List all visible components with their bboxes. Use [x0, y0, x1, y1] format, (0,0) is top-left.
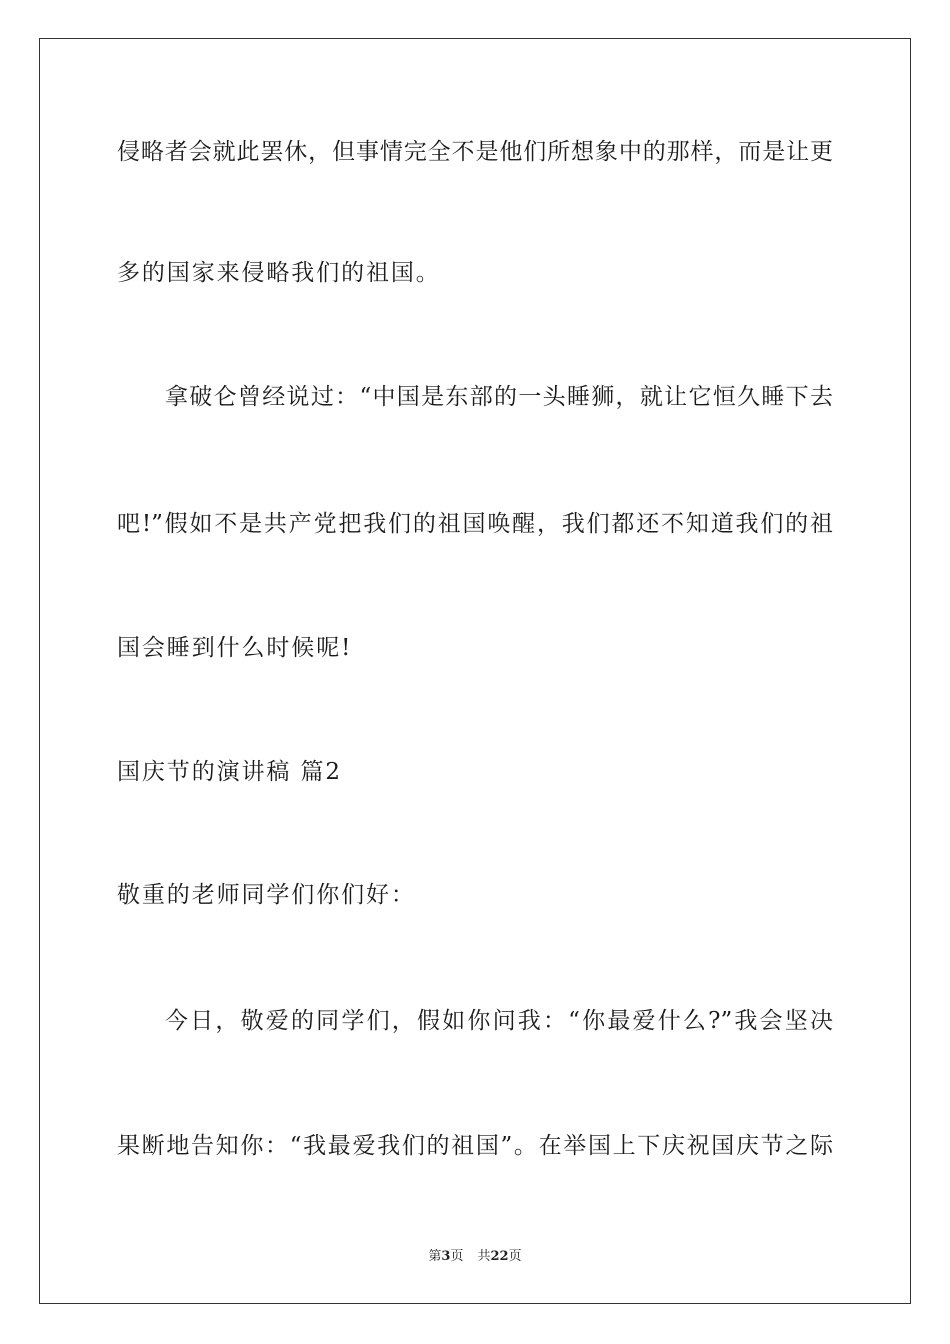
body-text-line-7: 果断地告知你：“我最爱我们的祖国”。在举国上下庆祝国庆节之际	[117, 1133, 833, 1159]
body-text-line-2: 多的国家来侵略我们的祖国。	[117, 260, 441, 286]
section-heading: 国庆节的演讲稿 篇2	[117, 759, 342, 785]
page-footer	[0, 1249, 950, 1265]
footer-page-suffix: 页	[450, 1249, 464, 1264]
footer-page-number: 3	[441, 1249, 451, 1264]
footer-total-prefix: 共	[477, 1249, 491, 1264]
salutation-line: 敬重的老师同学们你们好：	[117, 882, 416, 908]
footer-page-prefix: 第	[428, 1249, 442, 1264]
page-border	[39, 38, 911, 1304]
footer-total-pages: 22	[490, 1249, 509, 1264]
body-text-line-1: 侵略者会就此罢休，但事情完全不是他们所想象中的那样，而是让更	[117, 139, 833, 165]
body-text-line-4: 吧!”假如不是共产党把我们的祖国唤醒，我们都还不知道我们的祖	[117, 511, 833, 537]
body-text-line-6: 今日，敬爱的同学们，假如你问我：“你最爱什么?”我会坚决	[165, 1008, 833, 1034]
body-text-line-3: 拿破仑曾经说过：“中国是东部的一头睡狮，就让它恒久睡下去	[165, 384, 833, 410]
body-text-line-5: 国会睡到什么时候呢!	[117, 635, 353, 661]
footer-total-suffix: 页	[508, 1249, 522, 1264]
